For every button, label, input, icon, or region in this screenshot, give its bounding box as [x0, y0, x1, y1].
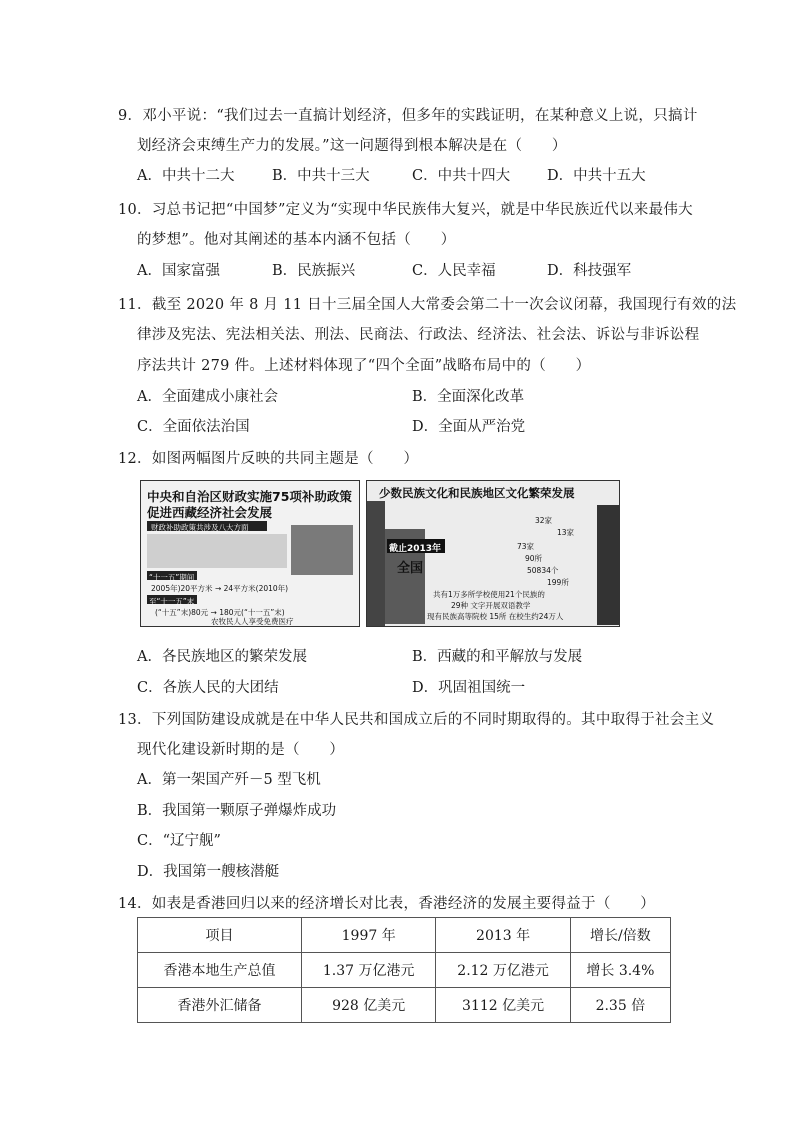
table-header-row	[138, 918, 671, 953]
tibet-finance-news-image	[140, 480, 360, 627]
table-row	[138, 953, 671, 988]
table-cell: 增长 3.4%	[570, 953, 670, 988]
q9-stem-line2: 划经济会束缚生产力的发展。”这一问题得到根本解决是在（ ）	[137, 138, 567, 154]
right-image-num1: 32家	[535, 516, 553, 525]
right-image-num6: 199所	[547, 578, 569, 587]
q9-option-b[interactable]: B．中共十三大	[272, 168, 370, 184]
right-image-nationwide: 全国	[397, 561, 424, 576]
table-header-cell: 1997 年	[301, 918, 435, 953]
q12-option-c[interactable]: C．各族人民的大团结	[137, 680, 279, 696]
left-image-housing: 2005年)20平方米 → 24平方米(2010年)	[151, 584, 289, 593]
table-header-cell: 2013 年	[436, 918, 570, 953]
right-image-num4: 90所	[525, 554, 543, 563]
q10-stem-line1: 10．习总书记把“中国梦”定义为“实现中华民族伟大复兴，就是中华民族近代以来最伟大	[118, 202, 693, 218]
right-image-num3: 73家	[517, 542, 535, 551]
q13-option-c[interactable]: C．“辽宁舰”	[137, 833, 221, 849]
right-image-figure-left	[367, 501, 385, 626]
q10-option-b[interactable]: B．民族振兴	[272, 263, 356, 279]
q14-stem: 14．如表是香港回归以来的经济增长对比表，香港经济的发展主要得益于（ ）	[118, 896, 656, 912]
table-cell: 2.12 万亿港元	[436, 953, 570, 988]
table-row	[138, 988, 671, 1023]
q10-option-a[interactable]: A．国家富强	[137, 263, 220, 279]
q11-option-b[interactable]: B．全面深化改革	[412, 389, 525, 405]
table-cell: 928 亿美元	[301, 988, 435, 1023]
left-image-tag2-text: 至“十一五”末	[149, 597, 195, 606]
q10-option-d[interactable]: D．科技强军	[547, 263, 632, 279]
right-image-num5: 50834个	[527, 566, 559, 575]
q12-option-d[interactable]: D．巩固祖国统一	[412, 680, 526, 696]
q9-option-a[interactable]: A．中共十二大	[137, 168, 235, 184]
q11-option-d[interactable]: D．全面从严治党	[412, 419, 526, 435]
q13-stem-line2: 现代化建设新时期的是（ ）	[137, 742, 345, 758]
left-image-free-care: 农牧民人人享受免费医疗	[211, 617, 294, 626]
q12-option-a[interactable]: A．各民族地区的繁荣发展	[137, 649, 307, 665]
table-header-cell: 项目	[138, 918, 302, 953]
q9-option-c[interactable]: C．中共十四大	[412, 168, 511, 184]
table-cell: 香港本地生产总值	[138, 953, 302, 988]
q11-option-a[interactable]: A．全面建成小康社会	[137, 389, 278, 405]
right-image-universities: 现有民族高等院校 15所 在校生约24万人	[427, 612, 564, 621]
q13-option-a[interactable]: A．第一架国产歼－5 型飞机	[137, 772, 321, 788]
left-image-subhead: 财政补助政策共涉及八大方面	[151, 523, 249, 532]
left-image-medical: (“十五”末)80元 → 180元(“十一五”末)	[155, 608, 285, 617]
left-image-policy-grid	[147, 534, 287, 568]
q11-option-c[interactable]: C．全面依法治国	[137, 419, 250, 435]
right-image-title: 少数民族文化和民族地区文化繁荣发展	[379, 486, 575, 500]
q12-stem: 12．如图两幅图片反映的共同主题是（ ）	[118, 451, 419, 467]
table-cell: 3112 亿美元	[436, 988, 570, 1023]
table-cell: 2.35 倍	[570, 988, 670, 1023]
q13-option-d[interactable]: D．我国第一艘核潜艇	[137, 864, 280, 880]
table-cell: 香港外汇储备	[138, 988, 302, 1023]
left-image-tag1-text: “十一五”期间	[149, 573, 195, 582]
q11-stem-line3: 序法共计 279 件。上述材料体现了“四个全面”战略布局中的（ ）	[137, 358, 591, 374]
table-header-cell: 增长/倍数	[570, 918, 670, 953]
q12-option-b[interactable]: B．西藏的和平解放与发展	[412, 649, 583, 665]
right-image-bilingual: 共有1万多所学校使用21个民族的	[433, 590, 545, 599]
q13-option-b[interactable]: B．我国第一颗原子弹爆炸成功	[137, 803, 337, 819]
left-image-title1: 中央和自治区财政实施75项补助政策	[147, 489, 352, 504]
q10-stem-line2: 的梦想”。他对其阐述的基本内涵不包括（ ）	[137, 232, 456, 248]
q13-stem-line1: 13．下列国防建设成就是在中华人民共和国成立后的不同时期取得的。其中取得于社会主义	[118, 712, 715, 728]
left-image-title2: 促进西藏经济社会发展	[147, 505, 273, 520]
right-image-badge-text: 截止2013年	[389, 544, 442, 554]
q9-stem-line1: 9．邓小平说：“我们过去一直搞计划经济，但多年的实践证明，在某种意义上说，只搞计	[118, 108, 698, 124]
left-image-photo	[291, 525, 353, 575]
q11-stem-line1: 11．截至 2020 年 8 月 11 日十三届全国人大常委会第二十一次会议闭幕，我国现行有效的法	[118, 297, 737, 313]
q10-option-c[interactable]: C．人民幸福	[412, 263, 496, 279]
right-image-num2: 13家	[557, 528, 575, 537]
q9-option-d[interactable]: D．中共十五大	[547, 168, 646, 184]
q11-stem-line2: 律涉及宪法、宪法相关法、刑法、民商法、行政法、经济法、社会法、诉讼与非诉讼程	[137, 327, 700, 343]
right-image-figure-right	[597, 505, 619, 625]
minority-culture-news-image	[366, 480, 620, 627]
hk-economy-table	[137, 917, 671, 1023]
table-cell: 1.37 万亿港元	[301, 953, 435, 988]
right-image-scripts: 29种 文字开展双语教学	[451, 601, 531, 610]
